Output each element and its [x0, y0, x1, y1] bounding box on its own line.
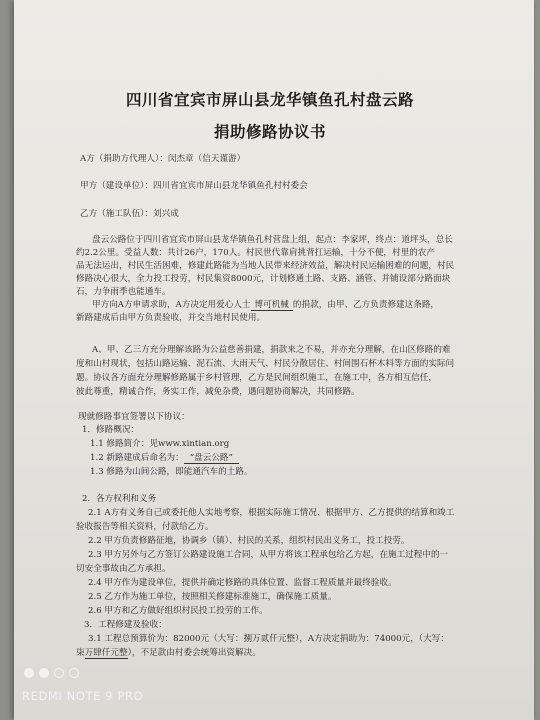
- request-line: [92, 300, 439, 311]
- donor-name: 博可机械: [251, 300, 293, 311]
- item-2-1: 2.1 A方有义务自己或委托他人实地考察，根据实际施工情况、根据甲方、乙方提供的结算和竣工: [88, 508, 455, 518]
- section-2-title: 2．各方权利和义务: [82, 494, 157, 504]
- item-3-1: 3.1 工程总预算价为：82000元（大写：捌万贰仟元整），A方决定捐助为：74000元，（大写：: [88, 634, 449, 644]
- item-2-6: 2.6 甲方和乙方做好组织村民投工投劳的工作。: [88, 606, 268, 616]
- intro-line: 约2.2公里。受益人数：共计26户，170人。村民世代靠肩挑背扛运输，十分不便，村里的农产: [76, 248, 435, 258]
- agreement-line: 彼此尊重，精诚合作，务实工作，减免杂费，遇问题协商解决，共同修路。: [76, 387, 360, 397]
- item-1-1: 1.1 修路简介：见www.xintian.org: [90, 439, 230, 449]
- party-a: A方（捐助方代理人）：闵杰章（信天谨游）: [80, 154, 246, 164]
- section-1-title: 1．修路概况：: [82, 425, 140, 435]
- camera-watermark: REDMI NOTE 9 PRO: [22, 689, 144, 703]
- dot-icon: [24, 668, 34, 678]
- item-2-3: 2.3 甲方另外与乙方签订公路建设施工合同，从甲方将该工程承包给乙方起，在施工过程中的一: [88, 550, 449, 560]
- item-1-3: 1.3 修路为山间公路，即能通汽车的土路。: [90, 467, 253, 477]
- agreement-line: 题。协议各方面充分理解修路属于乡村管理，乙方是民间组织施工，在施工中，各方相互信任，: [76, 373, 437, 383]
- amount-text: 柒: [76, 648, 85, 658]
- document-title: 四川省宜宾市屏山县龙华镇鱼孔村盘云路: [125, 91, 414, 109]
- intro-line: 盘云公路位于四川省宜宾市屏山县龙华镇鱼孔村营盘上组，起点：李家坪，终点：道坪头，总长: [92, 235, 453, 245]
- request-text: 甲方向A方申请求助，A方决定用爱心人士: [92, 300, 251, 310]
- dot-icon: [39, 668, 49, 678]
- amount-underlined: 万肆仟元整: [84, 648, 128, 658]
- intro-line: 修路决心很大，全力投工投劳，村民集资8000元，计划修通土路、支路、涵管、并铺设部分路面块: [76, 274, 451, 284]
- document-subtitle: 捐助修路协议书: [213, 123, 326, 141]
- item-2-2: 2.2 甲方负责修路征地，协调乡（镇）、村民的关系，组织村民出义务工，投工投劳。: [88, 536, 410, 546]
- request-line-2: 新路建成后由甲方负责验收，并交当地村民使用。: [76, 313, 266, 323]
- dot-icon: [54, 668, 64, 678]
- request-text-end: 的捐款，由甲、乙方负责修建这条路，: [292, 300, 440, 310]
- camera-dots-icon: [24, 668, 79, 678]
- party-b: 甲方（建设单位）：四川省宜宾市屏山县龙华镇鱼孔村村委会: [80, 181, 308, 191]
- intro-line: 石，力争雨季也能通车。: [76, 287, 171, 297]
- agreement-line: 度和山村现状，包括山路运输、泥石流、大雨天气、村民分散居住、村间围石杯木料等方面的实际问: [76, 359, 455, 369]
- item-2-4: 2.4 甲方作为建设单位，提供并确定修路的具体位置、监督工程质量并最终验收。: [88, 578, 397, 588]
- item-2-3-cont: 切安全事故由乙方承担。: [76, 564, 171, 574]
- item-3-1-cont: [76, 648, 261, 659]
- item-2-5: 2.5 乙方作为施工单位，按照相关修建标准施工，确保施工质量。: [88, 592, 337, 602]
- item-1-2: [90, 453, 239, 464]
- road-name: “盘云公路”: [184, 453, 239, 464]
- section-3-title: 3．工程修建及验收：: [84, 620, 167, 630]
- item-1-2-label: 1.2 新路建成后命名为：: [90, 453, 184, 463]
- item-2-1-cont: 验收报告等相关资料，付款给乙方。: [76, 522, 214, 532]
- amount-text-end: ），不足款由村委会统筹出资解决。: [127, 648, 261, 658]
- dot-icon: [69, 668, 79, 678]
- party-c: 乙方（施工队伍）：刘兴成: [80, 209, 179, 219]
- agreement-intro: 现就修路事宜签署以下协议：: [78, 412, 190, 422]
- agreement-line: A、甲、乙三方充分理解该路为公益慈善捐建，捐款来之不易，并亦充分理解，在山区修路的难: [92, 345, 451, 355]
- intro-line: 品无法运出，村民生活困难，修建此路能为当地人民带来经济效益，解决村民运输困难的问题，村民: [76, 261, 455, 271]
